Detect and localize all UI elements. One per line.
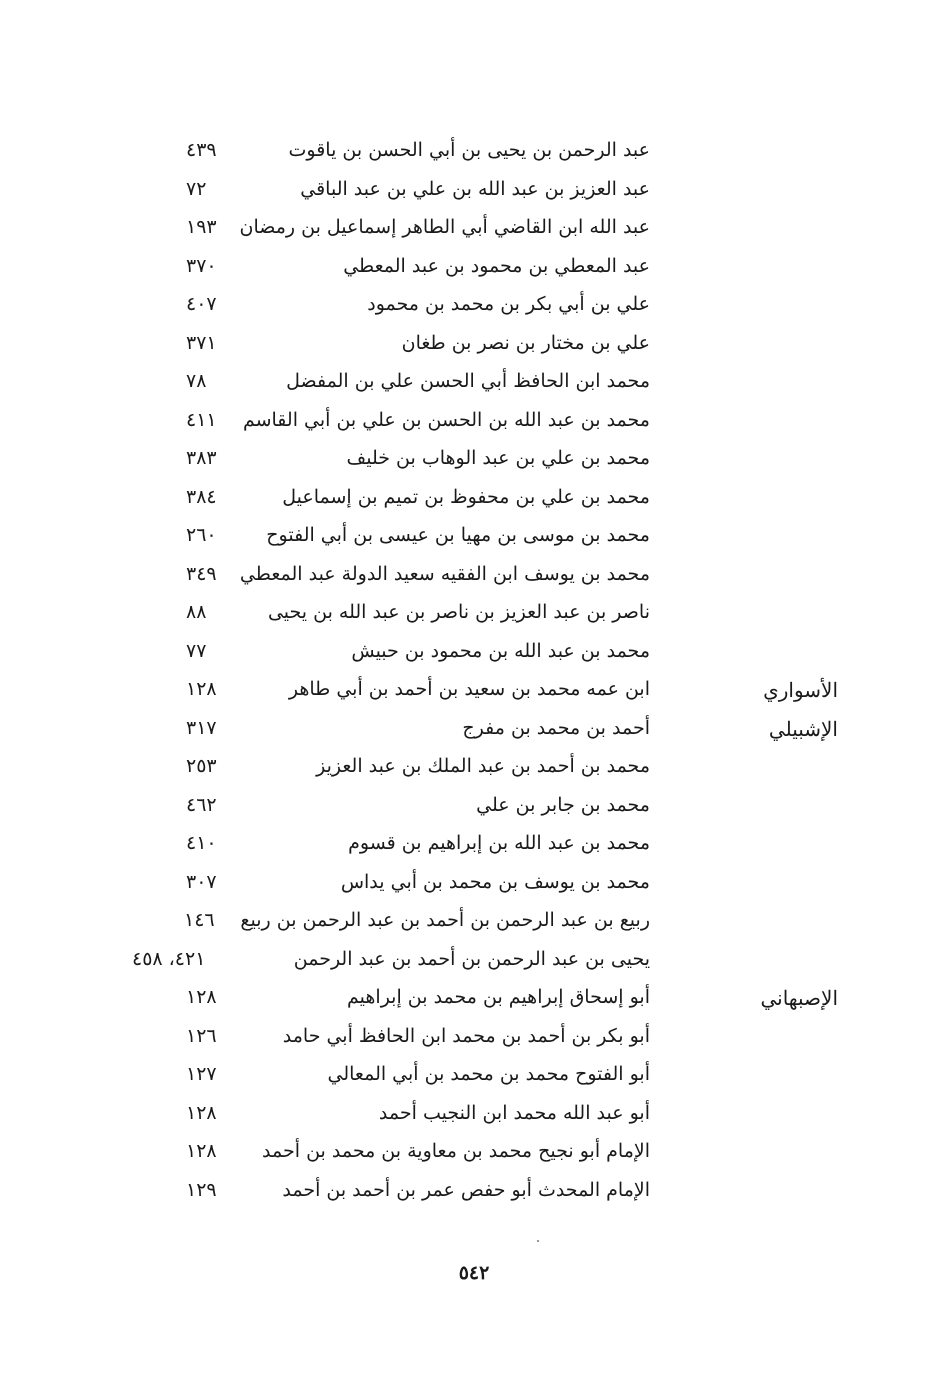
entry-page-ref: ٨٨ [186, 601, 207, 623]
index-entry [0, 249, 948, 288]
entry-page-ref: ١٢٨ [186, 1140, 217, 1162]
index-entry [0, 672, 948, 711]
index-entry [0, 1096, 948, 1135]
entry-name: محمد بن يوسف بن محمد بن أبي يداس [340, 870, 650, 893]
index-entry [0, 903, 948, 942]
entry-name: عبد المعطي بن محمود بن عبد المعطي [343, 254, 650, 277]
index-entry [0, 749, 948, 788]
entry-name: محمد بن جابر بن علي [476, 793, 650, 816]
entry-page-ref: ٣٧١ [186, 331, 217, 354]
entry-name: محمد بن عبد الله بن إبراهيم بن قسوم [348, 832, 650, 854]
entry-page-ref: ٣١٧ [186, 716, 217, 739]
entry-page-ref: ٢٦٠ [186, 524, 217, 546]
index-entry [0, 172, 948, 211]
entry-name: يحيى بن عبد الرحمن بن أحمد بن عبد الرحمن [293, 947, 650, 970]
index-entry [0, 788, 948, 827]
index-entry [0, 1134, 948, 1173]
entry-page-ref: ١٢٨ [186, 678, 217, 700]
index-entry [0, 287, 948, 326]
entry-page-ref: ٤٢١، ٤٥٨ [132, 947, 206, 970]
entry-page-ref: ٧٨ [186, 370, 207, 392]
index-entry [0, 595, 948, 634]
entry-name: علي بن أبي بكر بن محمد بن محمود [367, 293, 650, 315]
entry-name: الإمام المحدث أبو حفص عمر بن أحمد بن أحمد [282, 1178, 650, 1201]
entry-page-ref: ٣٨٣ [186, 447, 217, 469]
entry-name: ناصر بن عبد العزيز بن ناصر بن عبد الله بن يحيى [267, 601, 650, 623]
index-entry [0, 980, 948, 1019]
entry-page-ref: ٧٧ [186, 639, 207, 662]
nisba-heading: الأسواري [763, 678, 838, 702]
index-entry [0, 942, 948, 981]
entry-page-ref: ١٢٩ [186, 1178, 217, 1201]
index-entry [0, 1173, 948, 1212]
entry-name: أبو إسحاق إبراهيم بن محمد بن إبراهيم [347, 986, 650, 1008]
entry-page-ref: ٤٠٧ [186, 293, 217, 315]
entry-name: محمد بن عبد الله بن محمود بن حبيش [351, 639, 650, 662]
entry-name: محمد ابن الحافظ أبي الحسن علي بن المفضل [286, 370, 650, 392]
index-entry [0, 210, 948, 249]
entry-page-ref: ١٢٨ [186, 986, 217, 1008]
entry-page-ref: ١٢٨ [186, 1101, 217, 1124]
entry-page-ref: ١٢٧ [186, 1063, 217, 1085]
index-entry [0, 326, 948, 365]
entry-page-ref: ٣٧٠ [186, 254, 217, 277]
entry-name: محمد بن علي بن محفوظ بن تميم بن إسماعيل [282, 485, 650, 508]
entry-name: محمد بن علي بن عبد الوهاب بن خليف [346, 447, 650, 469]
index-entry [0, 441, 948, 480]
entry-name: محمد بن أحمد بن عبد الملك بن عبد العزيز [316, 755, 650, 777]
index-entry [0, 403, 948, 442]
nisba-heading: الإصبهاني [760, 986, 838, 1010]
entry-name: محمد بن يوسف ابن الفقيه سعيد الدولة عبد المعطي [239, 562, 650, 585]
entry-name: محمد بن موسى بن مهيا بن عيسى بن أبي الفتوح [266, 524, 650, 546]
index-entry [0, 865, 948, 904]
entry-page-ref: ٣٠٧ [186, 870, 217, 893]
index-entry [0, 480, 948, 519]
index-entry [0, 634, 948, 673]
entry-page-ref: ٢٥٣ [186, 755, 217, 777]
entry-page-ref: ١٢٦ [186, 1024, 217, 1047]
entry-page-ref: ٤١٠ [186, 832, 217, 854]
index-entry [0, 364, 948, 403]
entry-name: أبو بكر بن أحمد بن محمد ابن الحافظ أبي حامد [282, 1024, 650, 1047]
page-number: ٥٤٢ [458, 1262, 490, 1284]
entry-page-ref: ٣٨٤ [186, 485, 217, 508]
entry-name: الإمام أبو نجيح محمد بن معاوية بن محمد بن أحمد [262, 1140, 650, 1162]
entry-page-ref: ١٤٦ [184, 909, 215, 931]
entry-name: علي بن مختار بن نصر بن طغان [401, 331, 650, 354]
entry-name: عبد الله ابن القاضي أبي الطاهر إسماعيل بن رمضان [239, 216, 650, 238]
entry-page-ref: ٤١١ [186, 408, 217, 431]
index-entry [0, 557, 948, 596]
entry-name: عبد العزيز بن عبد الله بن علي بن عبد الباقي [300, 177, 650, 200]
nisba-heading: الإشبيلي [768, 716, 838, 741]
entry-name: ابن عمه محمد بن سعيد بن أحمد بن أبي طاهر [288, 678, 650, 700]
entry-name: أبو الفتوح محمد بن محمد بن أبي المعالي [327, 1063, 650, 1085]
entry-name: عبد الرحمن بن يحيى بن أبي الحسن بن ياقوت [288, 139, 650, 161]
print-speck [537, 1240, 539, 1242]
entry-name: أحمد بن محمد بن مفرج [462, 716, 650, 739]
index-entry [0, 826, 948, 865]
entry-page-ref: ٤٣٩ [186, 139, 217, 161]
index-entry [0, 711, 948, 750]
entry-name: ربيع بن عبد الرحمن بن أحمد بن عبد الرحمن بن ربيع [240, 909, 650, 931]
entry-page-ref: ١٩٣ [186, 216, 217, 238]
index-entry [0, 133, 948, 172]
entry-page-ref: ٧٢ [186, 177, 207, 200]
entry-page-ref: ٤٦٢ [186, 793, 217, 816]
entry-name: محمد بن عبد الله بن الحسن بن علي بن أبي القاسم [242, 408, 650, 431]
index-entry [0, 1019, 948, 1058]
index-list [0, 133, 948, 1211]
index-entry [0, 1057, 948, 1096]
index-entry [0, 518, 948, 557]
entry-name: أبو عبد الله محمد ابن النجيب أحمد [378, 1101, 650, 1124]
entry-page-ref: ٣٤٩ [186, 562, 217, 585]
